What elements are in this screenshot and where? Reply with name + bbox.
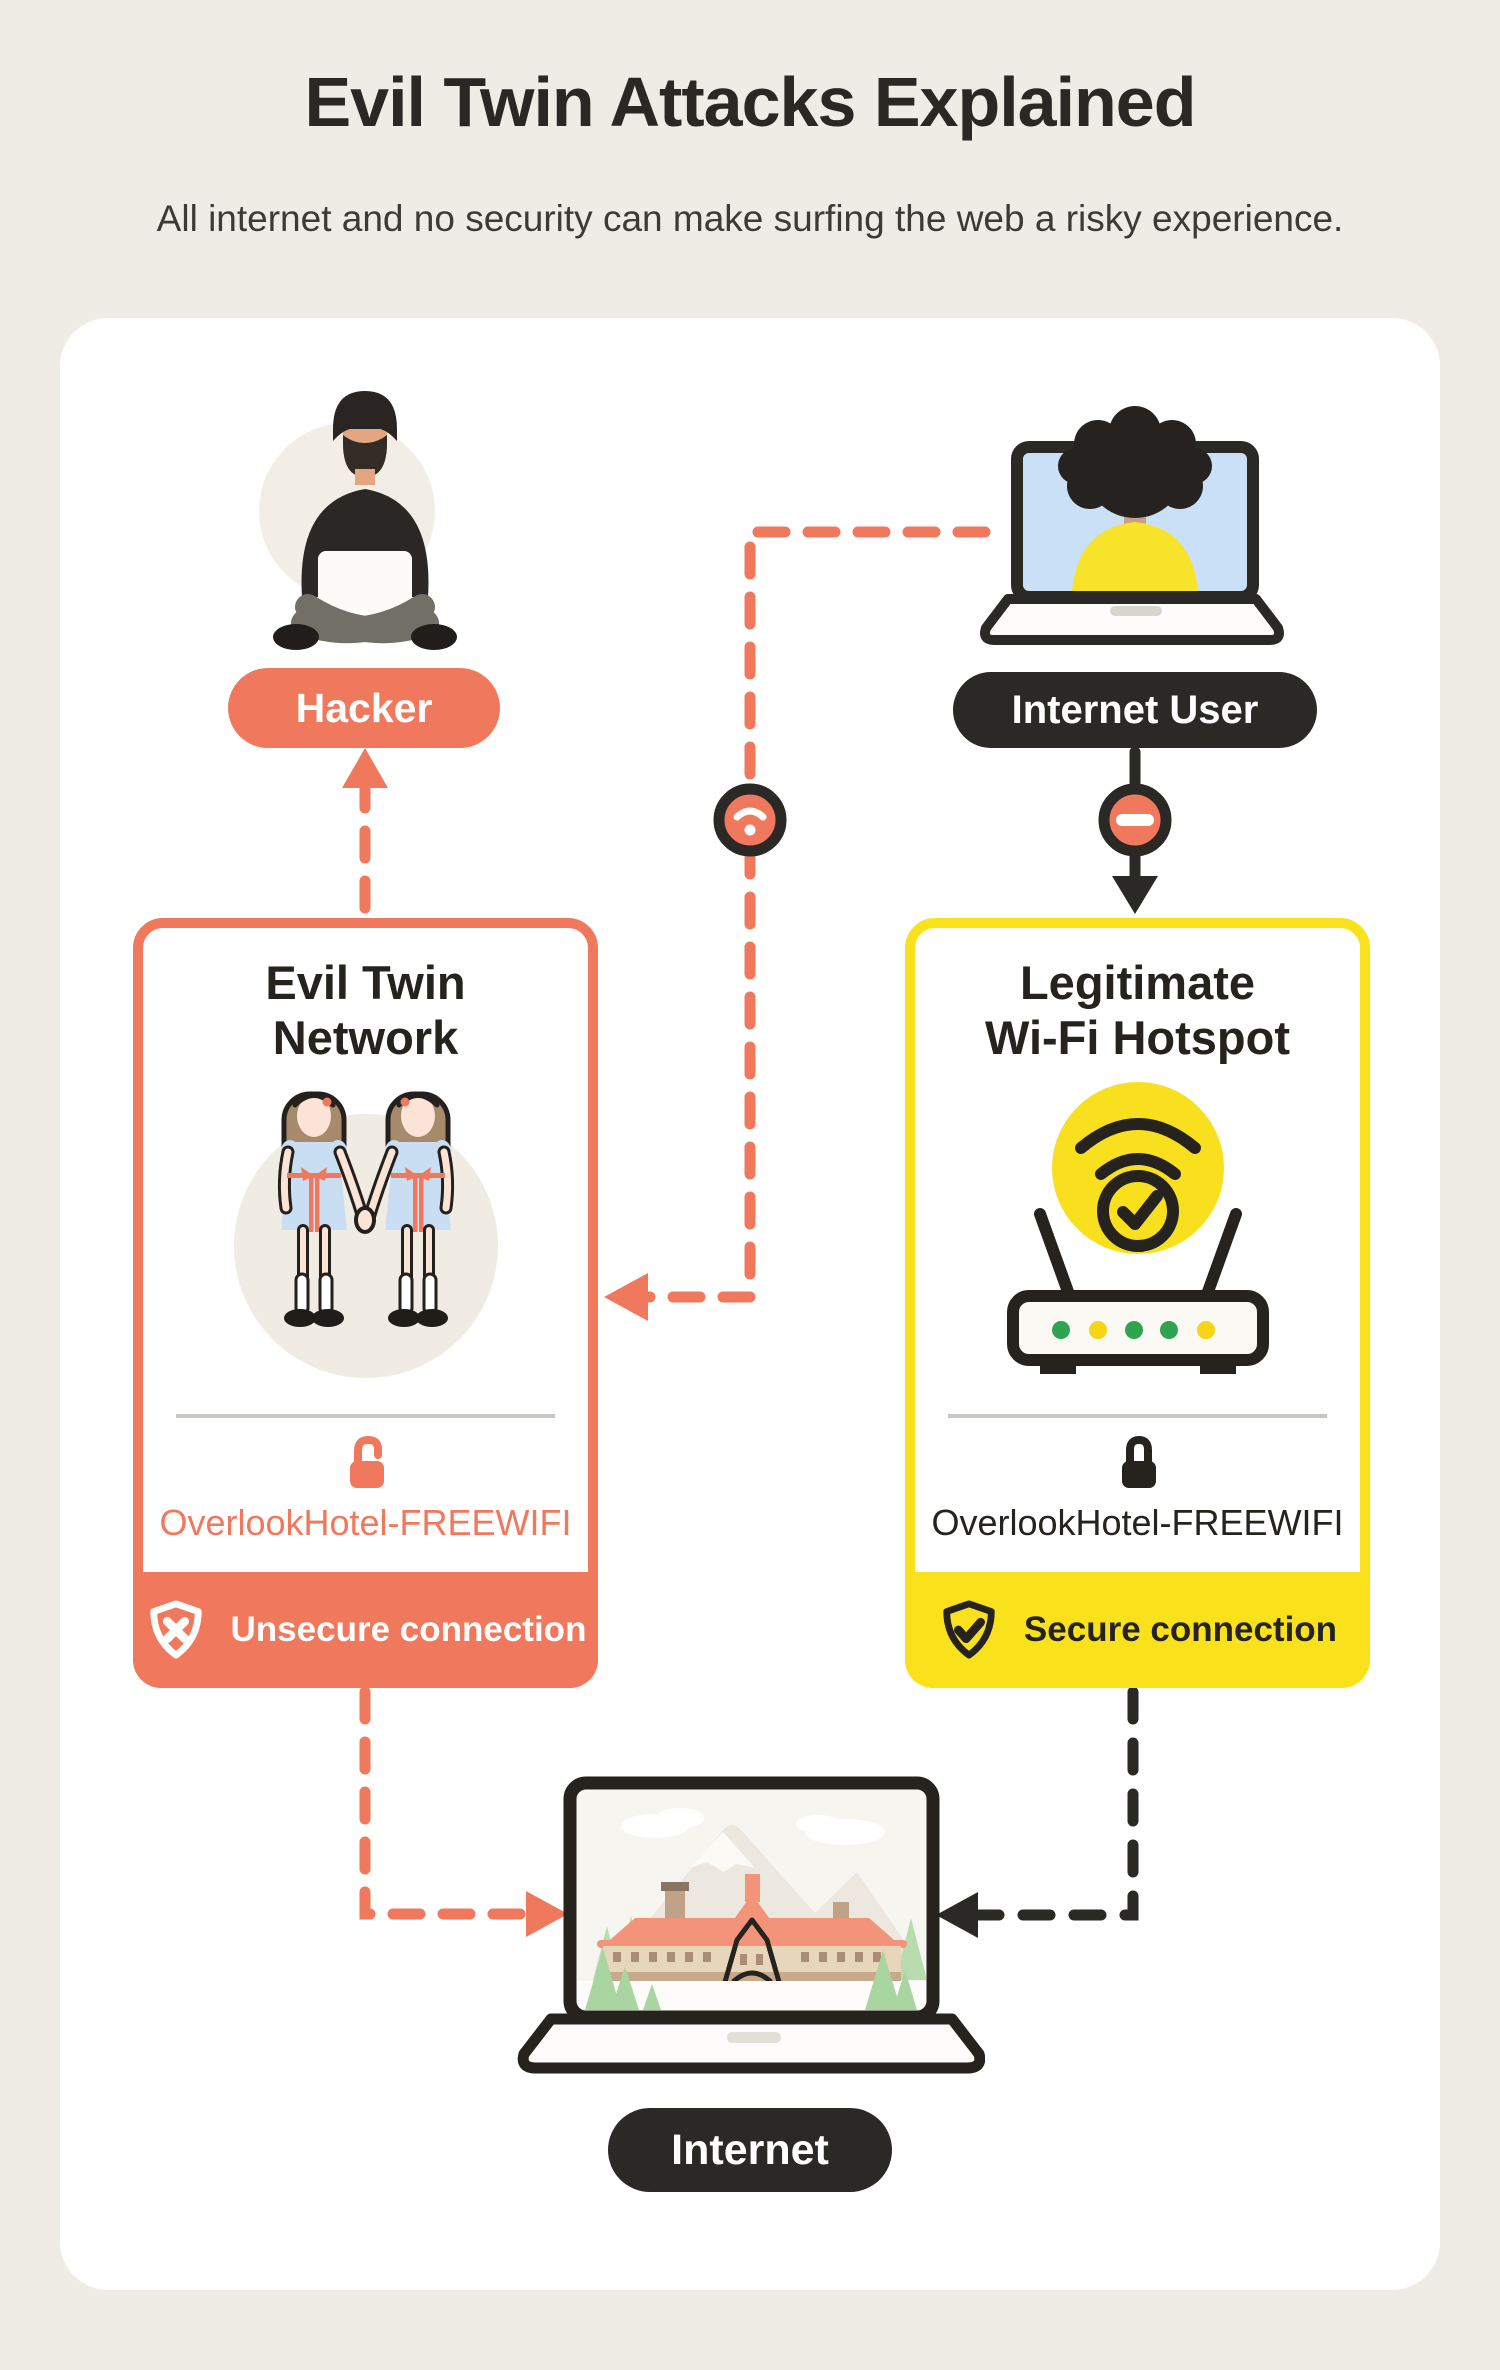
afro-hair (1058, 406, 1212, 518)
internet-label: Internet (671, 2125, 829, 2174)
evil-twin-title-line1: Evil Twin (265, 956, 466, 1009)
evil-twin-divider (176, 1414, 555, 1418)
router-antenna-left (1040, 1214, 1071, 1300)
hacker-illustration (212, 385, 518, 715)
evil-twin-title (143, 956, 588, 1065)
hotel-scene (577, 1790, 927, 2010)
evil-twin-title-line2: Network (272, 1010, 459, 1064)
hacker-label: Hacker (295, 684, 433, 731)
legitimate-ssid: OverlookHotel-FREEWIFI (931, 1502, 1344, 1543)
internet-user-label: Internet User (1011, 687, 1259, 732)
router-antenna-right (1205, 1214, 1236, 1300)
evil-twin-ssid: OverlookHotel-FREEWIFI (159, 1502, 572, 1543)
evil-twin-network-box (133, 918, 598, 1688)
legitimate-title-line1: Legitimate (1019, 956, 1256, 1009)
router-illustration (968, 1048, 1308, 1378)
internet-user-label-pill (953, 672, 1317, 748)
internet-laptop-illustration (515, 1768, 985, 2088)
secure-connection-banner (905, 1572, 1370, 1688)
legitimate-divider (948, 1414, 1327, 1418)
closed-padlock-icon (1108, 1434, 1168, 1494)
unsecure-connection-label: Unsecure connection (230, 1610, 587, 1649)
shield-check-icon (938, 1599, 1000, 1661)
page-subtitle: All internet and no security can make surfing the web a risky experience. (156, 198, 1344, 239)
internet-user-laptop-illustration (972, 398, 1292, 648)
hacker-label-pill (228, 668, 500, 748)
internet-label-pill (608, 2108, 892, 2192)
clasped-hands (356, 1208, 374, 1232)
page-title: Evil Twin Attacks Explained (304, 63, 1196, 141)
shield-x-icon (145, 1599, 207, 1661)
twins-illustration (196, 1078, 536, 1408)
secure-connection-label: Secure connection (1023, 1610, 1338, 1649)
open-padlock-icon (336, 1434, 396, 1494)
unsecure-connection-banner (133, 1572, 598, 1688)
legitimate-title-line2: Wi-Fi Hotspot (985, 1010, 1290, 1064)
legitimate-hotspot-box (905, 918, 1370, 1688)
